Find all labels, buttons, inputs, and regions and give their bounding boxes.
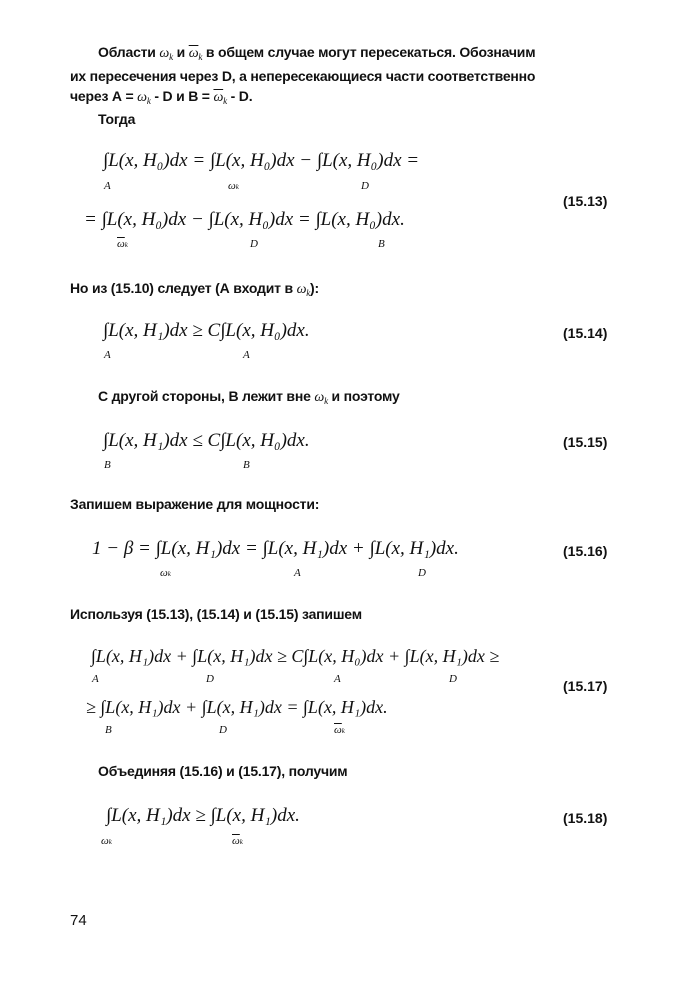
subscript-k: k	[146, 96, 151, 106]
paragraph-4: Запишем выражение для мощности:	[70, 496, 320, 512]
subscript-k: k	[306, 288, 311, 298]
limit-sub: k	[124, 241, 128, 249]
limit-A: A	[104, 180, 111, 192]
equation-15-16: 1 − β = ∫L(x, H₁)dx = ∫L(x, H₁)dx + ∫L(x, H₁)dx.	[92, 538, 459, 559]
paragraph-5: Используя (15.13), (15.14) и (15.15) запишем	[70, 606, 362, 622]
limit-D: D	[219, 724, 227, 736]
limit-text: ω	[160, 567, 168, 579]
limit-B: B	[378, 238, 385, 250]
limit-A: A	[92, 673, 99, 685]
subscript-k: k	[198, 52, 203, 62]
equation-15-15: ∫L(x, H₁)dx ≤ C∫L(x, H₀)dx.	[103, 430, 310, 451]
limit-B: B	[104, 459, 111, 471]
text-fragment: и поэтому	[327, 388, 400, 404]
text-fragment: ):	[310, 280, 319, 296]
limit-text: $\overline{\omega}$	[232, 835, 240, 847]
limit-A: A	[294, 567, 301, 579]
omega-symbol: ω	[159, 46, 170, 61]
limit-A: A	[243, 349, 250, 361]
limit-D: D	[418, 567, 426, 579]
limit-A: A	[104, 349, 111, 361]
limit-text: $\overline{\omega}$	[334, 724, 342, 736]
limit-D: D	[206, 673, 214, 685]
limit-text: ω	[228, 180, 236, 192]
subscript-k: k	[223, 96, 227, 106]
text-fragment: - D.	[226, 88, 253, 104]
equation-number-15-14: (15.14)	[563, 325, 608, 341]
limit-omega-k	[228, 180, 239, 192]
equation-number-15-16: (15.16)	[563, 543, 608, 559]
limit-text: ω	[101, 835, 109, 847]
paragraph-1-line-3	[70, 86, 630, 111]
paragraph-3	[98, 386, 658, 411]
subscript-k: k	[169, 52, 173, 62]
omega-symbol: ω	[314, 390, 325, 405]
limit-sub: k	[167, 570, 171, 578]
text-fragment: и	[172, 44, 189, 60]
text-fragment: Области	[98, 44, 160, 60]
equation-15-18: ∫L(x, H₁)dx ≥ ∫L(x, H₁)dx.	[106, 805, 300, 826]
paragraph-6: Объединяя (15.16) и (15.17), получим	[98, 763, 348, 779]
limit-B: B	[105, 724, 112, 736]
omega-bar-symbol: $\overline{\omega}$	[188, 46, 199, 61]
limit-omega-bar-k	[334, 724, 345, 736]
equation-15-14: ∫L(x, H₁)dx ≥ C∫L(x, H₀)dx.	[103, 320, 310, 341]
equation-15-13-line-1: ∫L(x, H₀)dx = ∫L(x, H₀)dx − ∫L(x, H₀)dx =	[103, 150, 420, 171]
equation-number-15-17: (15.17)	[563, 678, 608, 694]
limit-omega-k	[160, 567, 171, 579]
text-fragment: - D и В =	[150, 88, 214, 104]
limit-omega-k	[101, 835, 112, 847]
limit-sub: k	[235, 183, 239, 191]
limit-omega-bar-k	[232, 835, 243, 847]
equation-number-15-15: (15.15)	[563, 434, 608, 450]
text-fragment: Но из (15.10) следует (А входит в	[70, 280, 297, 296]
limit-sub: k	[341, 727, 345, 735]
equation-number-15-13: (15.13)	[563, 193, 608, 209]
paragraph-1-line-1	[98, 42, 658, 67]
omega-symbol: ω	[296, 282, 307, 297]
text-fragment: в общем случае могут пересекаться. Обозначим	[202, 44, 536, 60]
equation-number-15-18: (15.18)	[563, 810, 608, 826]
limit-A: A	[334, 673, 341, 685]
limit-sub: k	[239, 838, 243, 846]
omega-bar-symbol: $\overline{\omega}$	[213, 90, 224, 105]
omega-symbol: ω	[137, 90, 147, 105]
paragraph-tog: Тогда	[98, 111, 136, 127]
page-number: 74	[70, 912, 87, 929]
equation-15-17-line-2: ≥ ∫L(x, H₁)dx + ∫L(x, H₁)dx = ∫L(x, H₁)dx.	[86, 697, 388, 717]
text-fragment: С другой стороны, В лежит вне	[98, 388, 315, 404]
equation-15-13-line-2: = ∫L(x, H₀)dx − ∫L(x, H₀)dx = ∫L(x, H₀)dx.	[84, 209, 405, 230]
paragraph-2	[70, 278, 630, 303]
paragraph-1-line-2: их пересечения через D, а непересекающиеся части соответственно	[70, 68, 536, 84]
limit-omega-bar-k	[117, 238, 128, 250]
limit-D: D	[449, 673, 457, 685]
limit-B: B	[243, 459, 250, 471]
subscript-k: k	[324, 396, 328, 406]
limit-sub: k	[108, 838, 112, 846]
text-fragment: через А =	[70, 88, 138, 104]
limit-D: D	[250, 238, 258, 250]
limit-text: $\overline{\omega}$	[117, 238, 125, 250]
equation-15-17-line-1: ∫L(x, H₁)dx + ∫L(x, H₁)dx ≥ C∫L(x, H₀)dx + ∫L(x, H₁)dx ≥	[91, 646, 500, 666]
limit-D: D	[361, 180, 369, 192]
